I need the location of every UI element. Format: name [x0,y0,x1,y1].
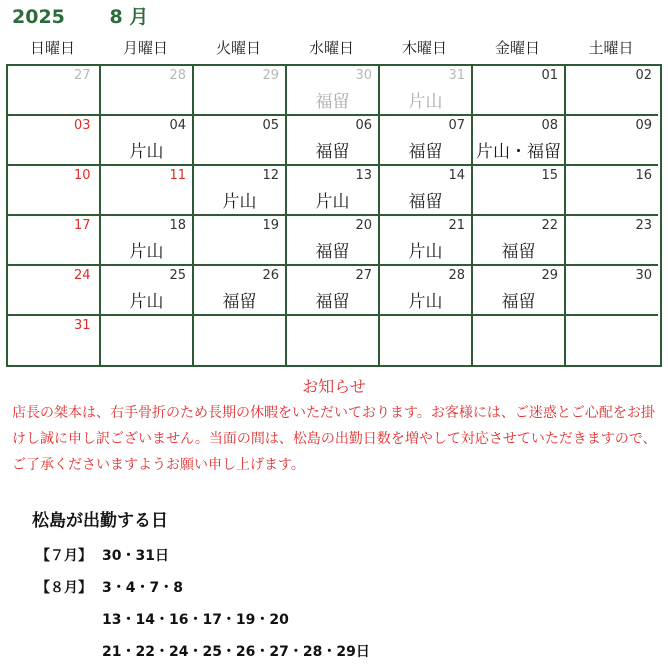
staff-name: 福留 [501,242,536,262]
day-cell [473,116,566,166]
day-number: 29 [262,68,279,83]
staff-name: 福留 [315,142,350,162]
staff-name: 福留 [315,92,350,112]
weekday-5: 金曜日 [494,39,540,57]
day-number: 25 [169,268,186,283]
schedule-days: 21・22・24・25・26・27・28・29日 [102,644,370,660]
schedule-month-label: 【８月】 [36,580,92,596]
weekday-1: 月曜日 [122,39,168,57]
day-cell [566,216,658,266]
day-number: 13 [355,168,372,183]
day-cell [566,66,658,116]
day-cell [101,266,194,316]
day-cell [380,316,473,365]
schedule-days: 13・14・16・17・19・20 [102,612,289,628]
day-cell [566,166,658,216]
staff-name: 片山・福留 [476,142,561,162]
day-number: 05 [262,118,279,133]
staff-name: 福留 [501,292,536,312]
day-number: 21 [448,218,465,233]
day-number: 26 [262,268,279,283]
year-label: 2025 [12,6,65,28]
day-cell [566,116,658,166]
day-number: 30 [635,268,652,283]
day-cell [566,316,658,365]
day-cell [194,66,287,116]
day-cell [287,316,380,365]
day-cell [194,166,287,216]
staff-name: 片山 [408,292,443,312]
weekday-2: 火曜日 [215,39,261,57]
day-cell [8,266,101,316]
day-number: 07 [448,118,465,133]
staff-name: 福留 [408,192,443,212]
staff-name: 片山 [129,142,164,162]
day-cell [194,316,287,365]
weekday-4: 木曜日 [401,39,447,57]
day-number: 15 [541,168,558,183]
day-number: 03 [74,118,91,133]
day-cell [101,216,194,266]
weekday-6: 土曜日 [588,39,634,57]
day-cell [8,216,101,266]
day-number: 09 [635,118,652,133]
day-cell [473,266,566,316]
staff-name: 福留 [315,292,350,312]
staff-name: 福留 [315,242,350,262]
day-cell [380,116,473,166]
day-cell [194,116,287,166]
day-cell [287,116,380,166]
day-cell [287,66,380,116]
day-number: 12 [262,168,279,183]
day-number: 27 [355,268,372,283]
day-number: 19 [262,218,279,233]
day-number: 27 [74,68,91,83]
staff-name: 福留 [408,142,443,162]
day-cell [473,66,566,116]
day-number: 01 [541,68,558,83]
day-cell [194,266,287,316]
day-cell [101,66,194,116]
day-cell [101,116,194,166]
day-cell [380,266,473,316]
day-number: 23 [635,218,652,233]
day-cell [380,66,473,116]
staff-name: 片山 [129,242,164,262]
staff-name: 片山 [129,292,164,312]
schedule-title: 松島が出勤する日 [32,511,168,531]
staff-name: 福留 [222,292,257,312]
day-number: 31 [448,68,465,83]
day-cell [380,166,473,216]
day-cell [8,166,101,216]
day-number: 18 [169,218,186,233]
day-cell [8,116,101,166]
day-number: 28 [169,68,186,83]
day-cell [101,316,194,365]
day-number: 16 [635,168,652,183]
schedule-month-label: 【７月】 [36,548,92,564]
weekday-header [6,37,664,59]
day-number: 11 [169,168,186,183]
schedule-days: 30・31日 [102,548,169,564]
schedule-row [36,609,289,629]
notice-body: 店長の桀本は、右手骨折のため長期の休暇をいただいております。お客様には、ご迷惑とご心配をお掛けし誠に申し訳ございません。当面の間は、松島の出勤日数を増やして対応させていただきますので、ご了承くださいますようお願い申し上げます。 [12,405,657,473]
staff-name: 片山 [408,92,443,112]
day-cell [380,216,473,266]
day-cell [473,316,566,365]
day-number: 04 [169,118,186,133]
month-label: 8 月 [109,6,149,28]
day-cell [287,266,380,316]
calendar-title [12,2,148,29]
day-cell [287,216,380,266]
schedule-row [36,577,183,597]
day-number: 08 [541,118,558,133]
day-cell [194,216,287,266]
schedule-days: 3・4・7・8 [102,580,183,596]
day-cell [101,166,194,216]
staff-name: 片山 [315,192,350,212]
day-number: 29 [541,268,558,283]
day-number: 20 [355,218,372,233]
staff-name: 片山 [222,192,257,212]
day-cell [473,166,566,216]
day-number: 24 [74,268,91,283]
day-cell [566,266,658,316]
day-cell [287,166,380,216]
day-number: 02 [635,68,652,83]
day-number: 31 [74,318,91,333]
schedule-row [36,545,169,565]
day-number: 10 [74,168,91,183]
weekday-3: 水曜日 [308,39,354,57]
day-number: 14 [448,168,465,183]
staff-name: 片山 [408,242,443,262]
day-number: 22 [541,218,558,233]
weekday-0: 日曜日 [29,39,75,57]
day-cell [473,216,566,266]
schedule-row [36,641,370,661]
day-number: 28 [448,268,465,283]
day-cell [8,316,101,365]
notice-title: お知らせ [302,377,366,396]
day-number: 17 [74,218,91,233]
day-number: 06 [355,118,372,133]
day-cell [8,66,101,116]
day-number: 30 [355,68,372,83]
calendar-grid [6,64,662,367]
